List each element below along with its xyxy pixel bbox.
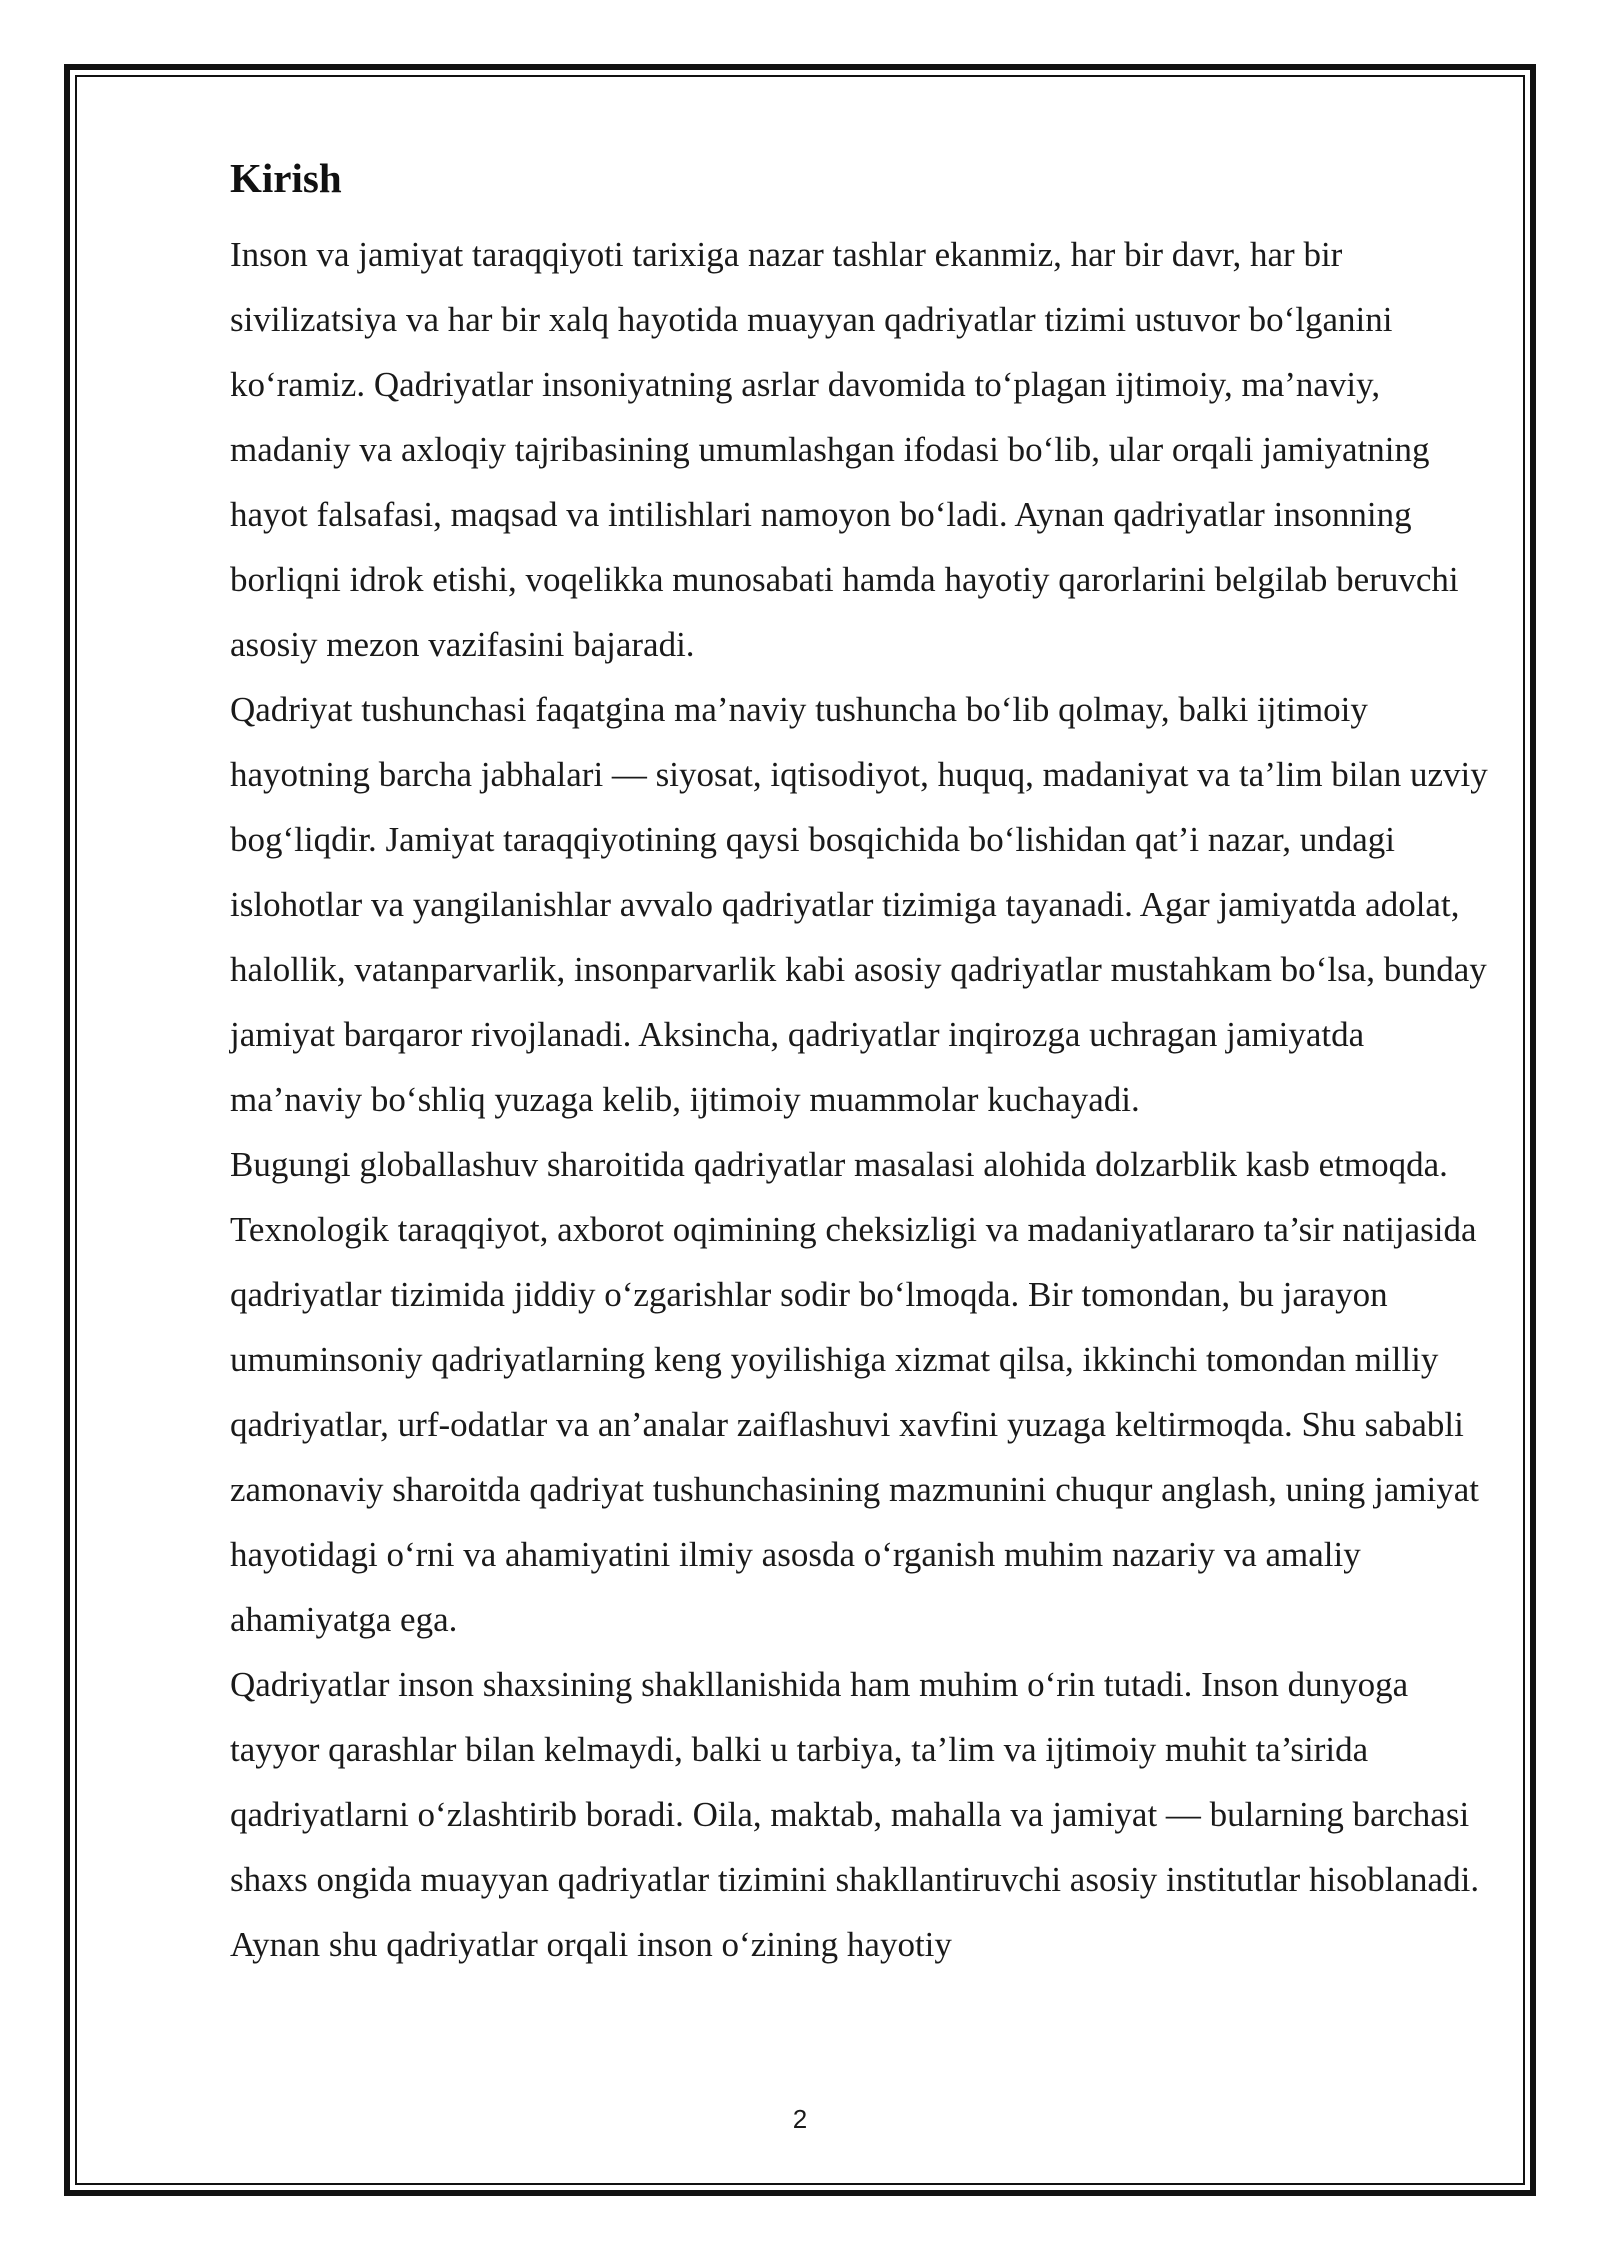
paragraph-1: Inson va jamiyat taraqqiyoti tarixiga nazar tashlar ekanmiz, har bir davr, har bir sivilizatsiya va har bir xalq hayotida muayyan qadriyatlar tizimi ustuvor bo‘lganini ko‘ramiz. Qadriyatlar insoniyatning asrlar davomida to‘plagan ijtimoiy, ma’naviy, madaniy va axloqiy tajribasining umumlashgan ifodasi bo‘lib, ular orqali jamiyatning hayot falsafasi, maqsad va intilishlari namoyon bo‘ladi. Aynan qadriyatlar insonning borliqni idrok etishi, voqelikka munosabati hamda hayotiy qarorlarini belgilab beruvchi asosiy mezon vazifasini bajaradi. [230, 235, 1459, 664]
paragraph-3: Bugungi globallashuv sharoitida qadriyatlar masalasi alohida dolzarblik kasb etmoqda. Texnologik taraqqiyot, axborot oqimining cheksizligi va madaniyatlararo ta’sir natijasida qadriyatlar tizimida jiddiy o‘zgarishlar sodir bo‘lmoqda. Bir tomondan, bu jarayon umuminsoniy qadriyatlarning keng yoyilishiga xizmat qilsa, ikkinchi tomondan milliy qadriyatlar, urf-odatlar va an’analar zaiflashuvi xavfini yuzaga keltirmoqda. Shu sababli zamonaviy sharoitda qadriyat tushunchasining mazmunini chuqur anglash, uning jamiyat hayotidagi o‘rni va ahamiyatini ilmiy asosda o‘rganish muhim nazariy va amaliy ahamiyatga ega. [230, 1145, 1480, 1639]
paragraph-4: Qadriyatlar inson shaxsining shakllanishida ham muhim o‘rin tutadi. Inson dunyoga tayyor qarashlar bilan kelmaydi, balki u tarbiya, ta’lim va ijtimoiy muhit ta’sirida qadriyatlarni o‘zlashtirib boradi. Oila, maktab, mahalla va jamiyat — bularning barchasi shaxs ongida muayyan qadriyatlar tizimini shakllantiruvchi asosiy institutlar hisoblanadi. Aynan shu qadriyatlar orqali inson o‘zining hayotiy [230, 1665, 1480, 1964]
paragraph-2: Qadriyat tushunchasi faqatgina ma’naviy tushuncha bo‘lib qolmay, balki ijtimoiy hayotning barcha jabhalari — siyosat, iqtisodiyot, huquq, madaniyat va ta’lim bilan uzviy bog‘liqdir. Jamiyat taraqqiyotining qaysi bosqichida bo‘lishidan qat’i nazar, undagi islohotlar va yangilanishlar avvalo qadriyatlar tizimiga tayanadi. Agar jamiyatda adolat, halollik, vatanparvarlik, insonparvarlik kabi asosiy qadriyatlar mustahkam bo‘lsa, bunday jamiyat barqaror rivojlanadi. Aksincha, qadriyatlar inqirozga uchragan jamiyatda ma’naviy bo‘shliq yuzaga kelib, ijtimoiy muammolar kuchayadi. [230, 690, 1488, 1119]
document-body [230, 148, 1500, 1977]
section-heading: Kirish [230, 155, 342, 201]
page-number: 2 [792, 2104, 808, 2134]
